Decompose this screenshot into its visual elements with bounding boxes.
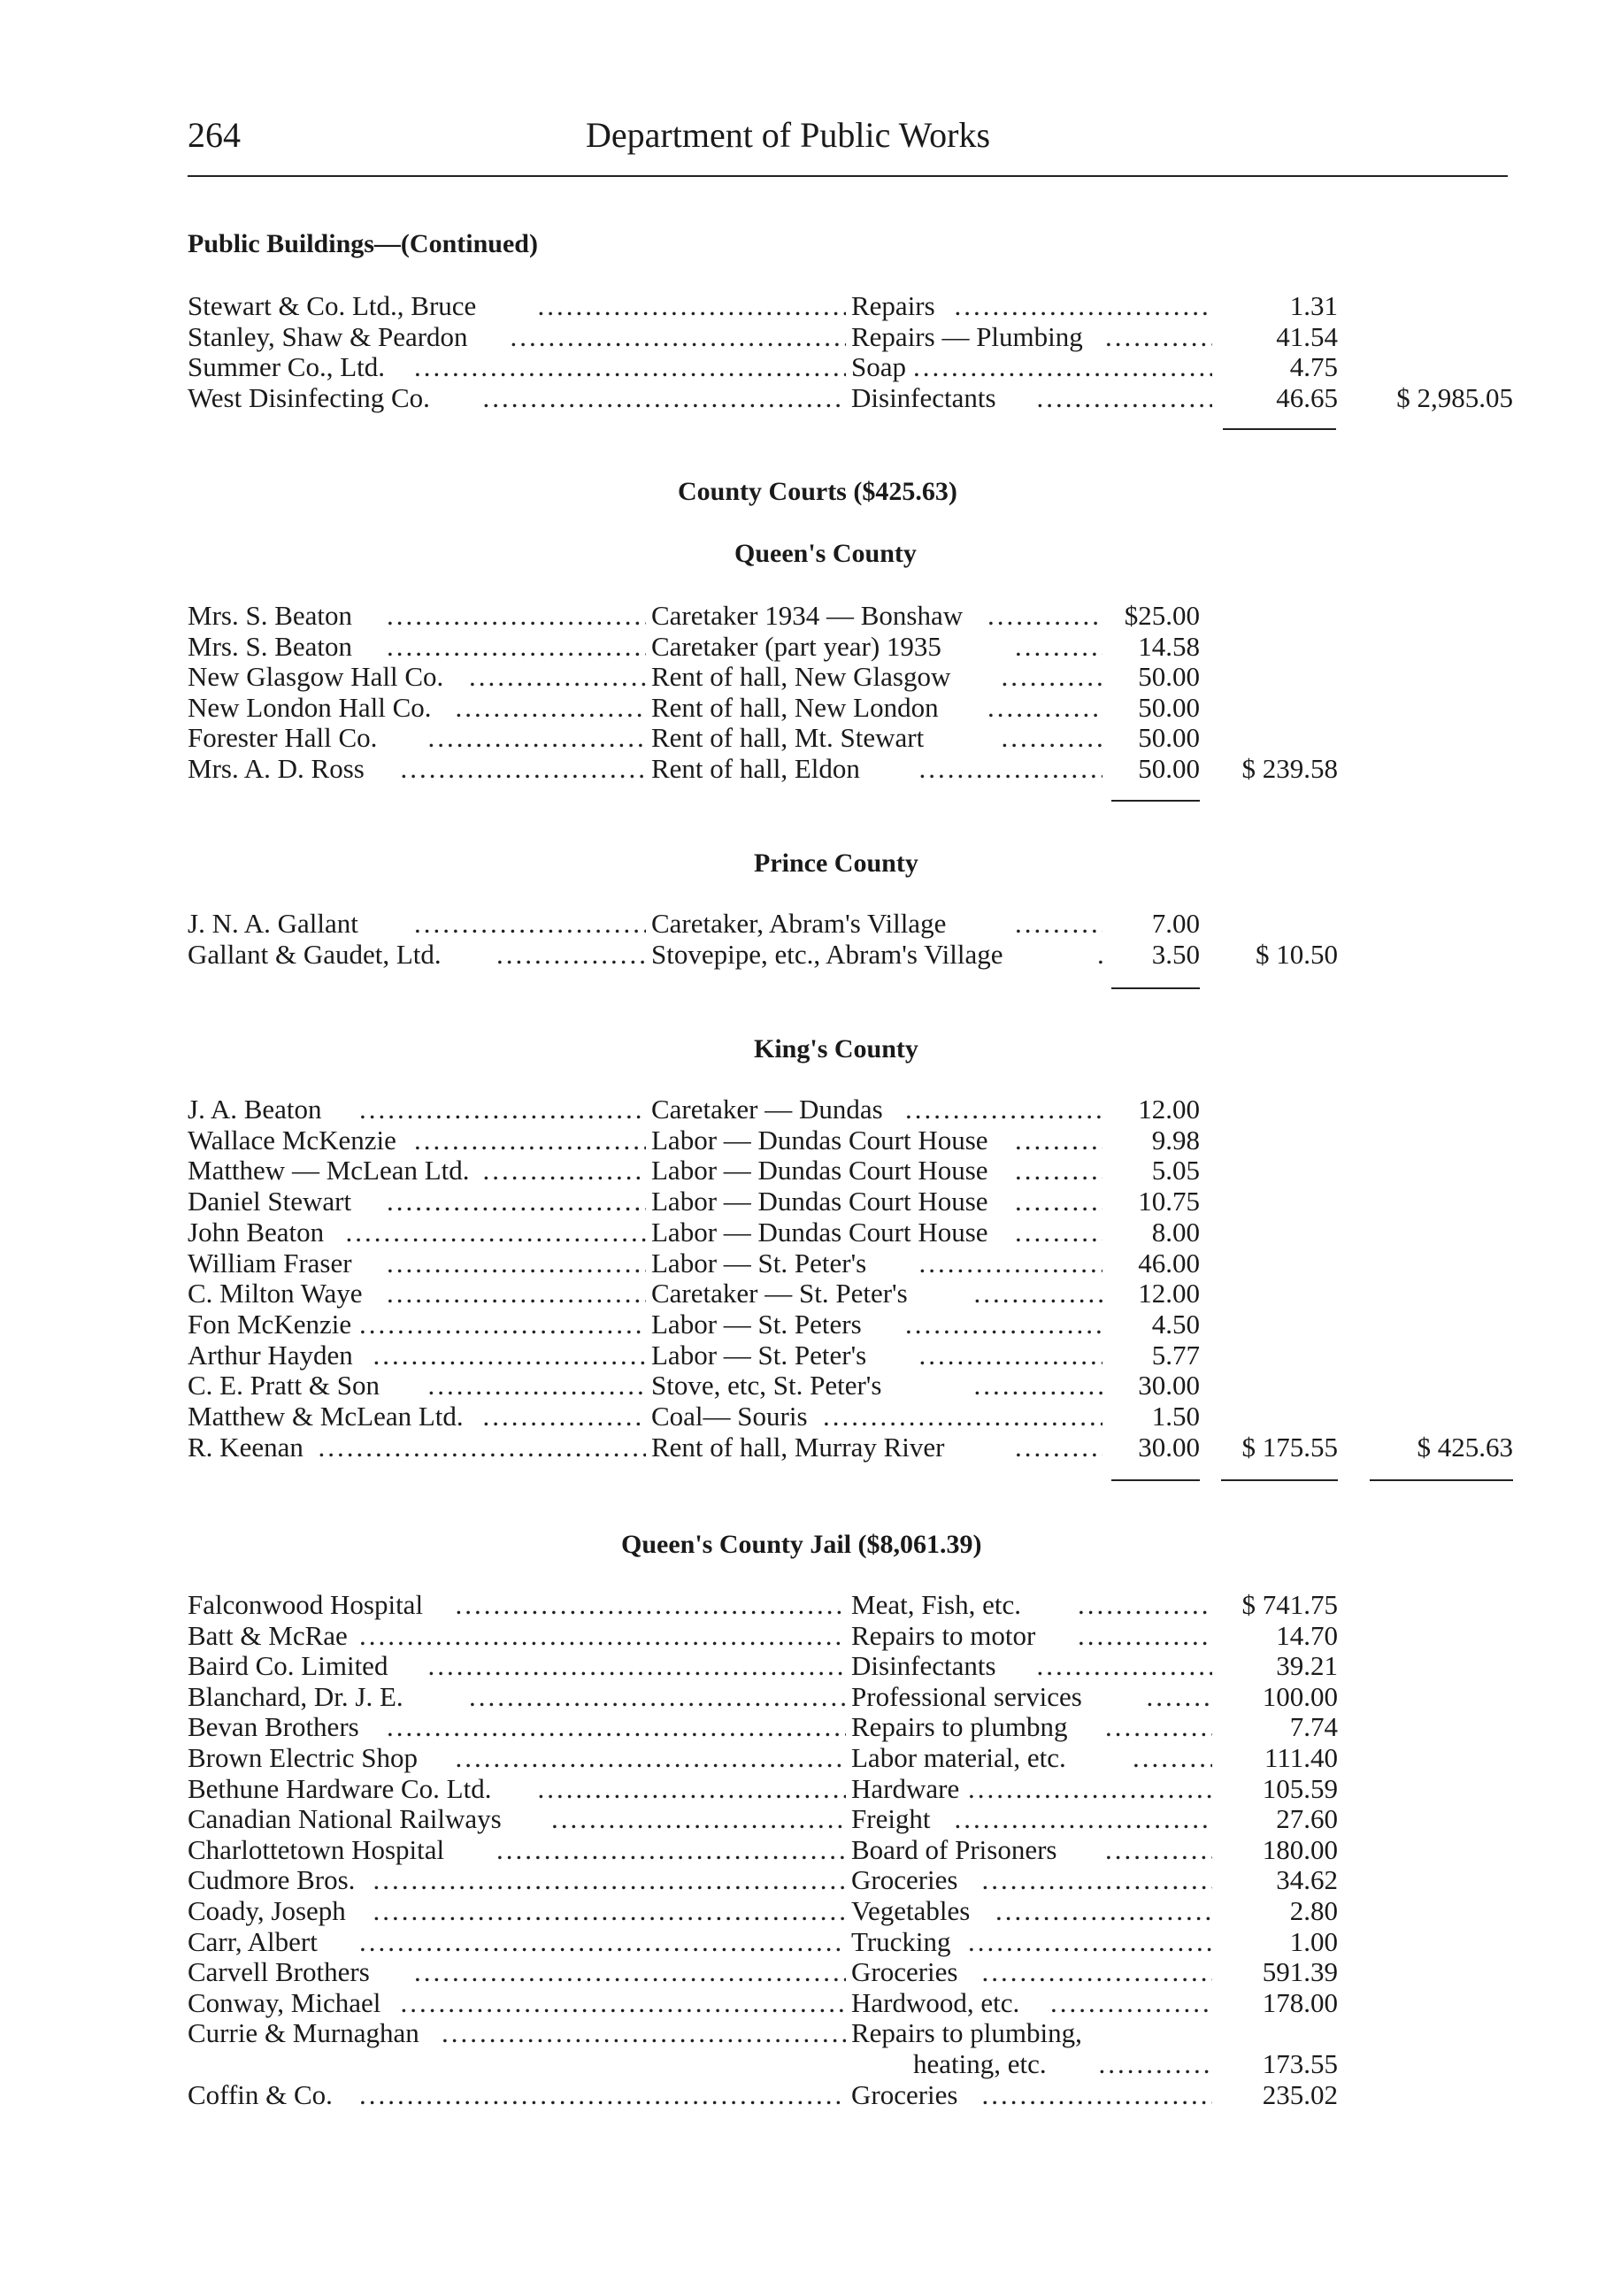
entry-description: Labor — Dundas Court House — [651, 1186, 988, 1217]
leader-dots — [387, 1711, 846, 1743]
section-total: $ 175.55 — [1241, 1431, 1338, 1463]
entry-name: Cudmore Bros. — [188, 1864, 356, 1896]
leader-dots — [414, 908, 646, 940]
entry-amount: 30.00 — [1138, 1370, 1200, 1401]
leader-dots — [982, 1864, 1213, 1896]
leader-dots — [442, 2017, 846, 2049]
entry-name: Matthew & McLean Ltd. — [188, 1401, 464, 1432]
entry-amount: 3.50 — [1151, 939, 1200, 970]
entry-description: Caretaker 1934 — Bonshaw — [651, 600, 964, 631]
entry-name: Mrs. S. Beaton — [188, 630, 352, 662]
entry-description: Freight — [851, 1803, 931, 1835]
leader-dots — [1147, 1681, 1213, 1713]
leader-dots — [1097, 939, 1102, 971]
leader-dots — [359, 1094, 646, 1125]
leader-dots — [982, 1956, 1213, 1988]
kings-county-heading: King's County — [754, 1034, 918, 1064]
entry-amount: 235.02 — [1262, 2078, 1338, 2110]
leader-dots — [913, 351, 1212, 383]
entry-description: Hardware — [851, 1772, 960, 1804]
entry-amount: 173.55 — [1262, 2048, 1338, 2079]
entry-name: Currie & Murnaghan — [188, 2017, 419, 2049]
section-total: $ 10.50 — [1256, 939, 1338, 970]
entry-description: Soap — [851, 351, 906, 382]
entry-description: Stove, etc, St. Peter's — [651, 1370, 882, 1401]
entry-description-cont: heating, etc. — [913, 2048, 1047, 2079]
leader-dots — [823, 1401, 1102, 1432]
entry-description: Repairs to motor — [851, 1619, 1036, 1651]
entry-description: Labor — Dundas Court House — [651, 1216, 988, 1248]
leader-dots — [401, 753, 647, 785]
leader-dots — [968, 1926, 1212, 1958]
leader-dots — [1078, 1589, 1212, 1621]
entry-name: Carr, Albert — [188, 1925, 318, 1957]
entry-description: Labor — Dundas Court House — [651, 1124, 988, 1156]
leader-dots — [1015, 1125, 1102, 1156]
leader-dots — [974, 1370, 1103, 1401]
entry-amount: 14.70 — [1276, 1619, 1338, 1651]
leader-dots — [919, 1248, 1103, 1279]
leader-dots — [359, 1309, 646, 1340]
entry-description: Caretaker, Abram's Village — [651, 908, 947, 939]
entry-description: Vegetables — [851, 1895, 971, 1926]
leader-dots — [905, 1309, 1102, 1340]
entry-description: Labor — St. Peter's — [651, 1339, 867, 1371]
entry-amount: $25.00 — [1124, 600, 1200, 631]
entry-name: J. A. Beaton — [188, 1094, 322, 1125]
leader-dots — [538, 290, 847, 322]
entry-description: Labor — St. Peter's — [651, 1247, 867, 1279]
entry-amount: 41.54 — [1276, 320, 1338, 352]
total-rule — [1111, 987, 1200, 989]
total-rule — [1221, 1479, 1338, 1481]
leader-dots — [551, 1803, 846, 1835]
leader-dots — [919, 753, 1103, 785]
entry-description: Repairs — Plumbing — [851, 320, 1083, 352]
leader-dots — [1078, 1620, 1212, 1652]
entry-name: Carvell Brothers — [188, 1956, 370, 1988]
leader-dots — [955, 1803, 1213, 1835]
entry-amount: 14.58 — [1138, 630, 1200, 662]
entry-name: New London Hall Co. — [188, 691, 432, 723]
leader-dots — [319, 1432, 647, 1463]
leader-dots — [1015, 1217, 1102, 1248]
entry-amount: 111.40 — [1264, 1742, 1338, 1773]
entry-name: Forester Hall Co. — [188, 722, 378, 753]
entry-description: Rent of hall, New London — [651, 691, 939, 723]
leader-dots — [1105, 1711, 1212, 1743]
entry-description: Caretaker (part year) 1935 — [651, 630, 941, 662]
entry-amount: 1.00 — [1289, 1925, 1338, 1957]
leader-dots — [456, 1589, 847, 1621]
leader-dots — [428, 1650, 847, 1682]
entry-amount: 50.00 — [1138, 722, 1200, 753]
entry-name: Canadian National Railways — [188, 1803, 502, 1835]
page-number: 264 — [188, 115, 241, 155]
entry-name: New Glasgow Hall Co. — [188, 661, 444, 692]
leader-dots — [359, 2079, 846, 2111]
entry-amount: 27.60 — [1276, 1803, 1338, 1835]
entry-amount: 1.50 — [1151, 1401, 1200, 1432]
leader-dots — [483, 1401, 647, 1432]
entry-description: Meat, Fish, etc. — [851, 1589, 1021, 1620]
entry-name: Batt & McRae — [188, 1619, 348, 1651]
entry-name: Summer Co., Ltd. — [188, 351, 386, 382]
entry-name: Baird Co. Limited — [188, 1650, 388, 1682]
leader-dots — [1105, 1834, 1212, 1866]
leader-dots — [496, 939, 646, 971]
entry-description: Groceries — [851, 1864, 958, 1896]
total-rule — [1370, 1479, 1513, 1481]
entry-description: Caretaker — St. Peter's — [651, 1278, 908, 1309]
leader-dots — [456, 1742, 847, 1774]
header-rule — [188, 175, 1508, 177]
entry-name: Bevan Brothers — [188, 1711, 359, 1743]
entry-name: C. E. Pratt & Son — [188, 1370, 380, 1401]
leader-dots — [1002, 722, 1103, 754]
entry-description: Professional services — [851, 1680, 1082, 1712]
entry-name: William Fraser — [188, 1247, 352, 1279]
entry-description: Repairs — [851, 290, 935, 321]
entry-amount: 50.00 — [1138, 691, 1200, 723]
entry-amount: 9.98 — [1151, 1124, 1200, 1156]
entry-amount: 30.00 — [1138, 1431, 1200, 1463]
entry-amount: 5.77 — [1151, 1339, 1200, 1371]
entry-amount: 4.75 — [1289, 351, 1338, 382]
leader-dots — [1015, 1155, 1102, 1186]
entry-description: Rent of hall, Mt. Stewart — [651, 722, 925, 753]
entry-name: Mrs. A. D. Ross — [188, 752, 365, 784]
entry-name: J. N. A. Gallant — [188, 908, 358, 939]
entry-amount: 1.31 — [1289, 290, 1338, 321]
leader-dots — [469, 661, 646, 693]
entry-name: Coffin & Co. — [188, 2078, 333, 2110]
entry-amount: 7.74 — [1289, 1711, 1338, 1743]
entry-name: Stewart & Co. Ltd., Bruce — [188, 290, 477, 321]
leader-dots — [919, 1340, 1103, 1371]
entry-name: C. Milton Waye — [188, 1278, 363, 1309]
entry-amount: 10.75 — [1138, 1186, 1200, 1217]
entry-amount: 50.00 — [1138, 752, 1200, 784]
entry-amount: 178.00 — [1262, 1986, 1338, 2018]
leader-dots — [1050, 1987, 1212, 2019]
entry-amount: 46.65 — [1276, 381, 1338, 413]
leader-dots — [1002, 661, 1103, 693]
entry-amount: 180.00 — [1262, 1833, 1338, 1865]
entry-name: Charlottetown Hospital — [188, 1833, 445, 1865]
leader-dots — [1133, 1742, 1212, 1774]
leader-dots — [974, 1278, 1103, 1309]
entry-description: Rent of hall, New Glasgow — [651, 661, 951, 692]
entry-name: West Disinfecting Co. — [188, 381, 430, 413]
entry-description: Coal— Souris — [651, 1401, 808, 1432]
leader-dots — [955, 290, 1213, 322]
entry-description: Labor material, etc. — [851, 1742, 1066, 1773]
leader-dots — [496, 1834, 846, 1866]
leader-dots — [359, 1620, 846, 1652]
leader-dots — [1105, 321, 1212, 353]
entry-name: John Beaton — [188, 1216, 325, 1248]
leader-dots — [968, 1773, 1212, 1805]
leader-dots — [1015, 1432, 1102, 1463]
entry-description: Stovepipe, etc., Abram's Village — [651, 939, 1003, 970]
grand-total: $ 425.63 — [1417, 1431, 1513, 1463]
leader-dots — [414, 1956, 846, 1988]
prince-county-heading: Prince County — [754, 849, 918, 878]
leader-dots — [483, 1155, 647, 1186]
entry-amount: 100.00 — [1262, 1680, 1338, 1712]
entry-amount: 12.00 — [1138, 1094, 1200, 1125]
total-rule — [1111, 1479, 1200, 1481]
entry-name: R. Keenan — [188, 1431, 303, 1463]
entry-description: Disinfectants — [851, 1650, 996, 1682]
entry-name: Arthur Hayden — [188, 1339, 353, 1371]
entry-name: Stanley, Shaw & Peardon — [188, 320, 468, 352]
leader-dots — [538, 1773, 847, 1805]
leader-dots — [414, 351, 846, 383]
total-rule — [1223, 428, 1336, 430]
jail-heading: Queen's County Jail ($8,061.39) — [621, 1530, 982, 1559]
section-total: $ 239.58 — [1241, 752, 1338, 784]
entry-amount: $ 741.75 — [1241, 1589, 1338, 1620]
leader-dots — [1015, 908, 1102, 940]
leader-dots — [1015, 631, 1102, 663]
entry-name: Coady, Joseph — [188, 1895, 346, 1926]
leader-dots — [428, 722, 647, 754]
leader-dots — [373, 1895, 847, 1927]
entry-name: Brown Electric Shop — [188, 1742, 419, 1773]
entry-name: Bethune Hardware Co. Ltd. — [188, 1772, 492, 1804]
leader-dots — [995, 1895, 1212, 1927]
entry-name: Conway, Michael — [188, 1986, 381, 2018]
entry-name: Gallant & Gaudet, Ltd. — [188, 939, 442, 970]
leader-dots — [483, 382, 847, 414]
leader-dots — [1099, 2048, 1213, 2080]
entry-name: Daniel Stewart — [188, 1186, 352, 1217]
leader-dots — [987, 692, 1102, 724]
total-rule — [1111, 800, 1200, 802]
leader-dots — [987, 600, 1102, 632]
entry-name: Blanchard, Dr. J. E. — [188, 1680, 403, 1712]
entry-description: Disinfectants — [851, 381, 996, 413]
public-buildings-heading: Public Buildings—(Continued) — [188, 229, 538, 258]
leader-dots — [373, 1340, 647, 1371]
leader-dots — [359, 1926, 846, 1958]
leader-dots — [346, 1217, 647, 1248]
entry-name: Fon McKenzie — [188, 1308, 352, 1340]
leader-dots — [469, 1681, 846, 1713]
entry-description: Repairs to plumbing, — [851, 2017, 1082, 2049]
entry-description: Labor — St. Peters — [651, 1308, 862, 1340]
queens-county-heading: Queen's County — [734, 539, 917, 568]
entry-amount: 8.00 — [1151, 1216, 1200, 1248]
section-total: $ 2,985.05 — [1396, 381, 1513, 413]
leader-dots — [1037, 382, 1213, 414]
entry-description: Caretaker — Dundas — [651, 1094, 883, 1125]
leader-dots — [414, 1125, 646, 1156]
entry-name: Mrs. S. Beaton — [188, 600, 352, 631]
entry-amount: 591.39 — [1262, 1956, 1338, 1988]
leader-dots — [428, 1370, 647, 1401]
page-title: Department of Public Works — [586, 115, 991, 155]
leader-dots — [982, 2079, 1213, 2111]
leader-dots — [1037, 1650, 1213, 1682]
leader-dots — [511, 321, 847, 353]
leader-dots — [401, 1987, 847, 2019]
entry-description: Repairs to plumbng — [851, 1711, 1068, 1743]
entry-description: Board of Prisoners — [851, 1833, 1057, 1865]
entry-amount: 4.50 — [1151, 1308, 1200, 1340]
entry-amount: 5.05 — [1151, 1155, 1200, 1186]
entry-description: Trucking — [851, 1925, 951, 1957]
entry-amount: 39.21 — [1276, 1650, 1338, 1682]
leader-dots — [387, 631, 646, 663]
leader-dots — [1015, 1186, 1102, 1217]
leader-dots — [905, 1094, 1102, 1125]
entry-amount: 12.00 — [1138, 1278, 1200, 1309]
leader-dots — [387, 600, 646, 632]
entry-description: Rent of hall, Eldon — [651, 752, 860, 784]
entry-amount: 46.00 — [1138, 1247, 1200, 1279]
entry-description: Rent of hall, Murray River — [651, 1431, 945, 1463]
county-courts-heading: County Courts ($425.63) — [678, 477, 957, 506]
entry-description: Groceries — [851, 1956, 958, 1988]
entry-amount: 50.00 — [1138, 661, 1200, 692]
entry-amount: 2.80 — [1289, 1895, 1338, 1926]
leader-dots — [373, 1864, 847, 1896]
entry-description: Groceries — [851, 2078, 958, 2110]
leader-dots — [387, 1278, 646, 1309]
entry-name: Matthew — McLean Ltd. — [188, 1155, 470, 1186]
entry-name: Wallace McKenzie — [188, 1124, 396, 1156]
leader-dots — [387, 1186, 646, 1217]
entry-amount: 34.62 — [1276, 1864, 1338, 1896]
entry-amount: 105.59 — [1262, 1772, 1338, 1804]
entry-amount: 7.00 — [1151, 908, 1200, 939]
leader-dots — [387, 1248, 646, 1279]
entry-description: Labor — Dundas Court House — [651, 1155, 988, 1186]
entry-description: Hardwood, etc. — [851, 1986, 1020, 2018]
entry-name: Falconwood Hospital — [188, 1589, 424, 1620]
leader-dots — [456, 692, 647, 724]
